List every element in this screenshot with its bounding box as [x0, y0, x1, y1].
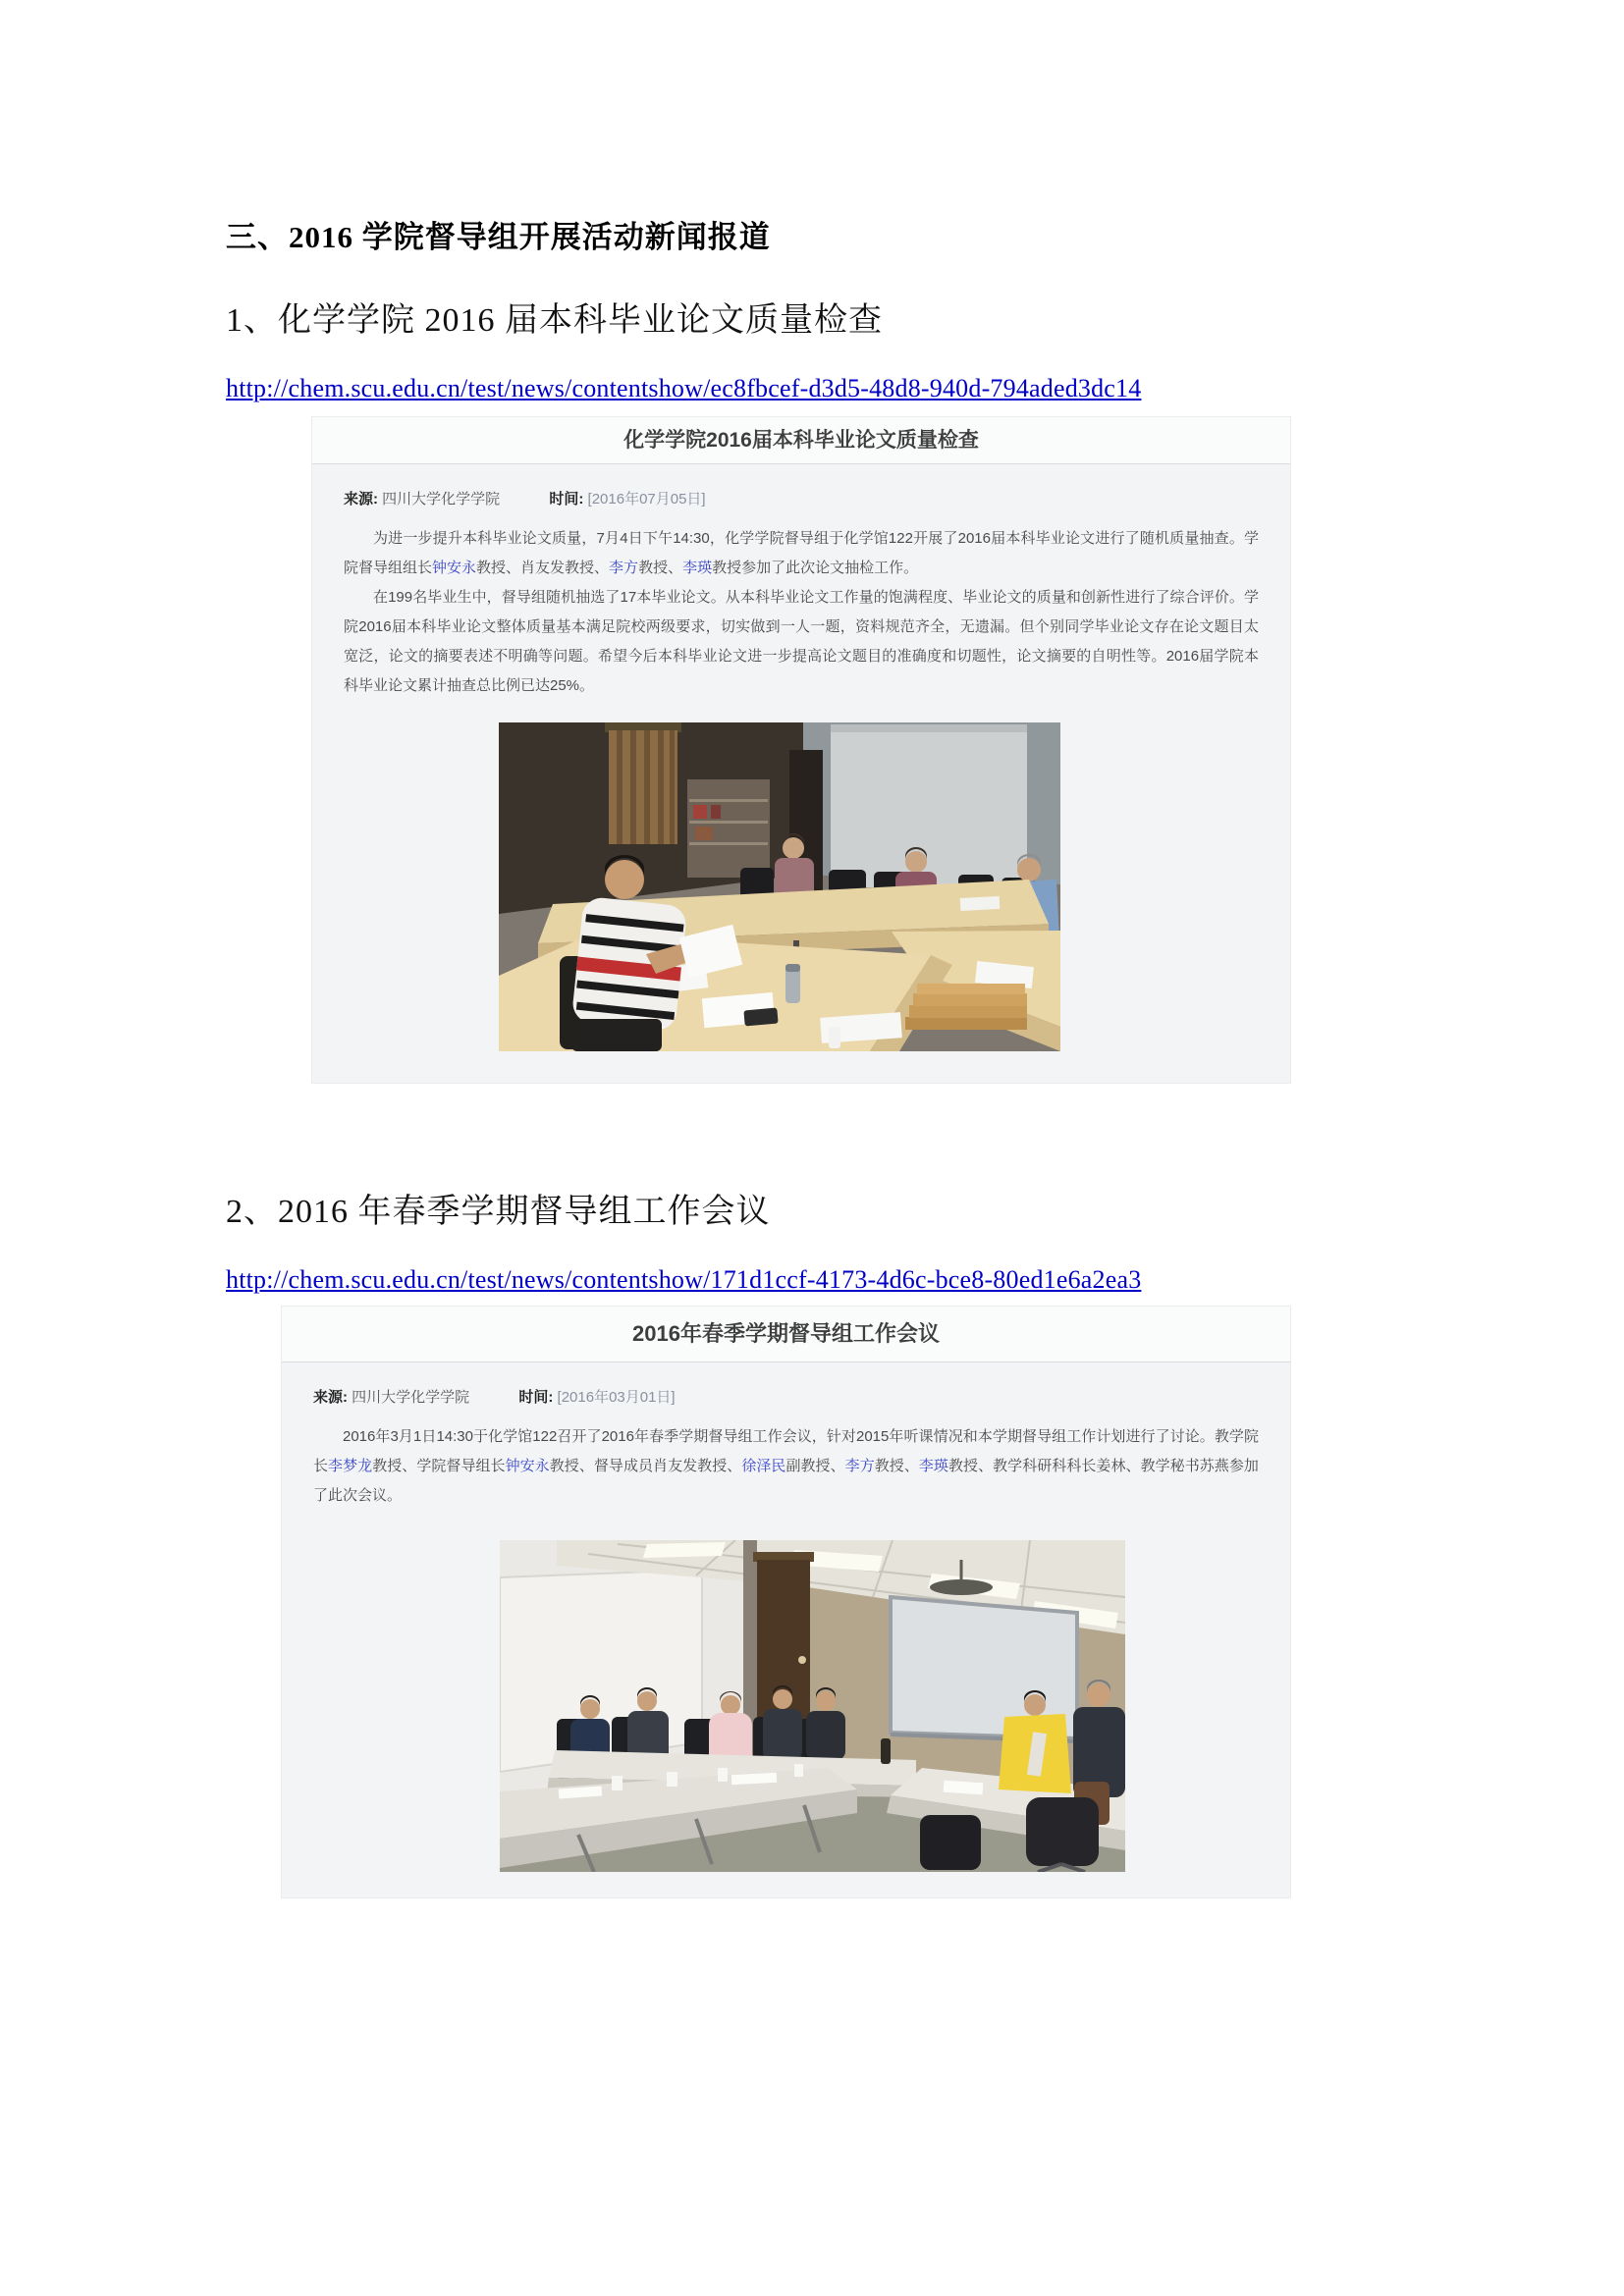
paragraph-text: 在199名毕业生中，督导组随机抽选了17本毕业论文。从本科毕业论文工作量的饱满程度、毕业论文的质量和创新性进行了综合评价。学院2016届本科毕业论文整体质量基本满足院校两级要求，切实做到一人一题，资料规范齐全，无遗漏。但个别同学毕业论文存在论文题目太宽泛，论文的摘要表述不明确等问题。希望今后本科毕业论文进一步提高论文题目的准确度和切题性，论文摘要的自明性等。2016届学院本科毕业论文累计抽查总比例已达25%。: [344, 589, 1259, 694]
web-article-2-body: [313, 1422, 1259, 1511]
time-label: 时间:: [549, 491, 584, 507]
shelving-unit: [687, 779, 770, 878]
paragraph: [344, 583, 1259, 701]
meeting-photo-1: [499, 722, 1060, 1051]
web-article-2-meta: [313, 1386, 1259, 1407]
embedded-screenshot-1: [311, 416, 1291, 1084]
web-article-1-meta: [344, 488, 1259, 508]
person-name-link: 李瑛: [682, 560, 713, 576]
paragraph-text: 教授、: [874, 1458, 919, 1474]
time-label: 时间:: [518, 1389, 554, 1406]
article-1-title: 1、化学学院 2016 届本科毕业论文质量检查: [226, 302, 883, 339]
section-heading: 三、2016 学院督导组开展活动新闻报道: [226, 220, 771, 254]
paragraph: [344, 524, 1259, 583]
window-curtains: [605, 722, 681, 844]
source-label: 来源:: [344, 491, 378, 507]
meeting-photo-2: [500, 1540, 1125, 1872]
paragraph-text: 副教授、: [785, 1458, 845, 1474]
paragraph-text: 教授参加了此次论文抽检工作。: [712, 560, 919, 576]
person-name-link: 钟安永: [432, 560, 477, 576]
paragraph-text: 教授、肖友发教授、: [476, 560, 610, 576]
person-name-link: 李梦龙: [328, 1458, 373, 1474]
person-name-link: 钟安永: [505, 1458, 550, 1474]
source-value: 四川大学化学学院: [352, 1389, 470, 1406]
paragraph-text: 教授、学院督导组长: [372, 1458, 506, 1474]
web-article-2-title: 2016年春季学期督导组工作会议: [632, 1321, 940, 1346]
person-name-link: 徐泽民: [741, 1458, 786, 1474]
paragraph-text: 2016年3月1日14:30于化学馆122召开了2016年春季学期督导组工作会议，针对2015年听课情况和本学期督导组工作计划进行了讨论。教学院长: [313, 1428, 1259, 1474]
person-name-link: 李方: [609, 560, 639, 576]
folder-stack: [905, 984, 1027, 1030]
paragraph-text: 教授、教学科研科科长姜林、教学秘书苏燕参加了此次会议。: [313, 1458, 1259, 1504]
web-article-2-titlebar: [282, 1307, 1290, 1362]
time-value: [2016年03月01日]: [557, 1389, 676, 1406]
paragraph: [313, 1422, 1259, 1511]
article-1-link[interactable]: http://chem.scu.edu.cn/test/news/contentshow/ec8fbcef-d3d5-48d8-940d-794aded3dc14: [226, 374, 1142, 402]
web-article-1-body: [344, 524, 1259, 701]
time-value: [2016年07月05日]: [587, 491, 706, 507]
paragraph-text: 教授、: [638, 560, 683, 576]
paragraph-text: 教授、督导成员肖友发教授、: [549, 1458, 742, 1474]
source-value: 四川大学化学学院: [382, 491, 501, 507]
article-2-title: 2、2016 年春季学期督导组工作会议: [226, 1194, 771, 1230]
person-name-link: 李瑛: [918, 1458, 948, 1474]
source-label: 来源:: [313, 1389, 348, 1406]
person-name-link: 李方: [844, 1458, 875, 1474]
web-article-1-title: 化学学院2016届本科毕业论文质量检查: [623, 429, 979, 452]
embedded-screenshot-2: [281, 1306, 1291, 1898]
web-article-1-titlebar: [312, 417, 1290, 464]
paragraph-text: 为进一步提升本科毕业论文质量，7月4日下午14:30，化学学院督导组于化学馆122开展了2016届本科毕业论文进行了随机质量抽查。学院督导组组长: [344, 530, 1259, 576]
article-2-link[interactable]: http://chem.scu.edu.cn/test/news/contentshow/171d1ccf-4173-4d6c-bce8-80ed1e6a2ea3: [226, 1265, 1142, 1294]
